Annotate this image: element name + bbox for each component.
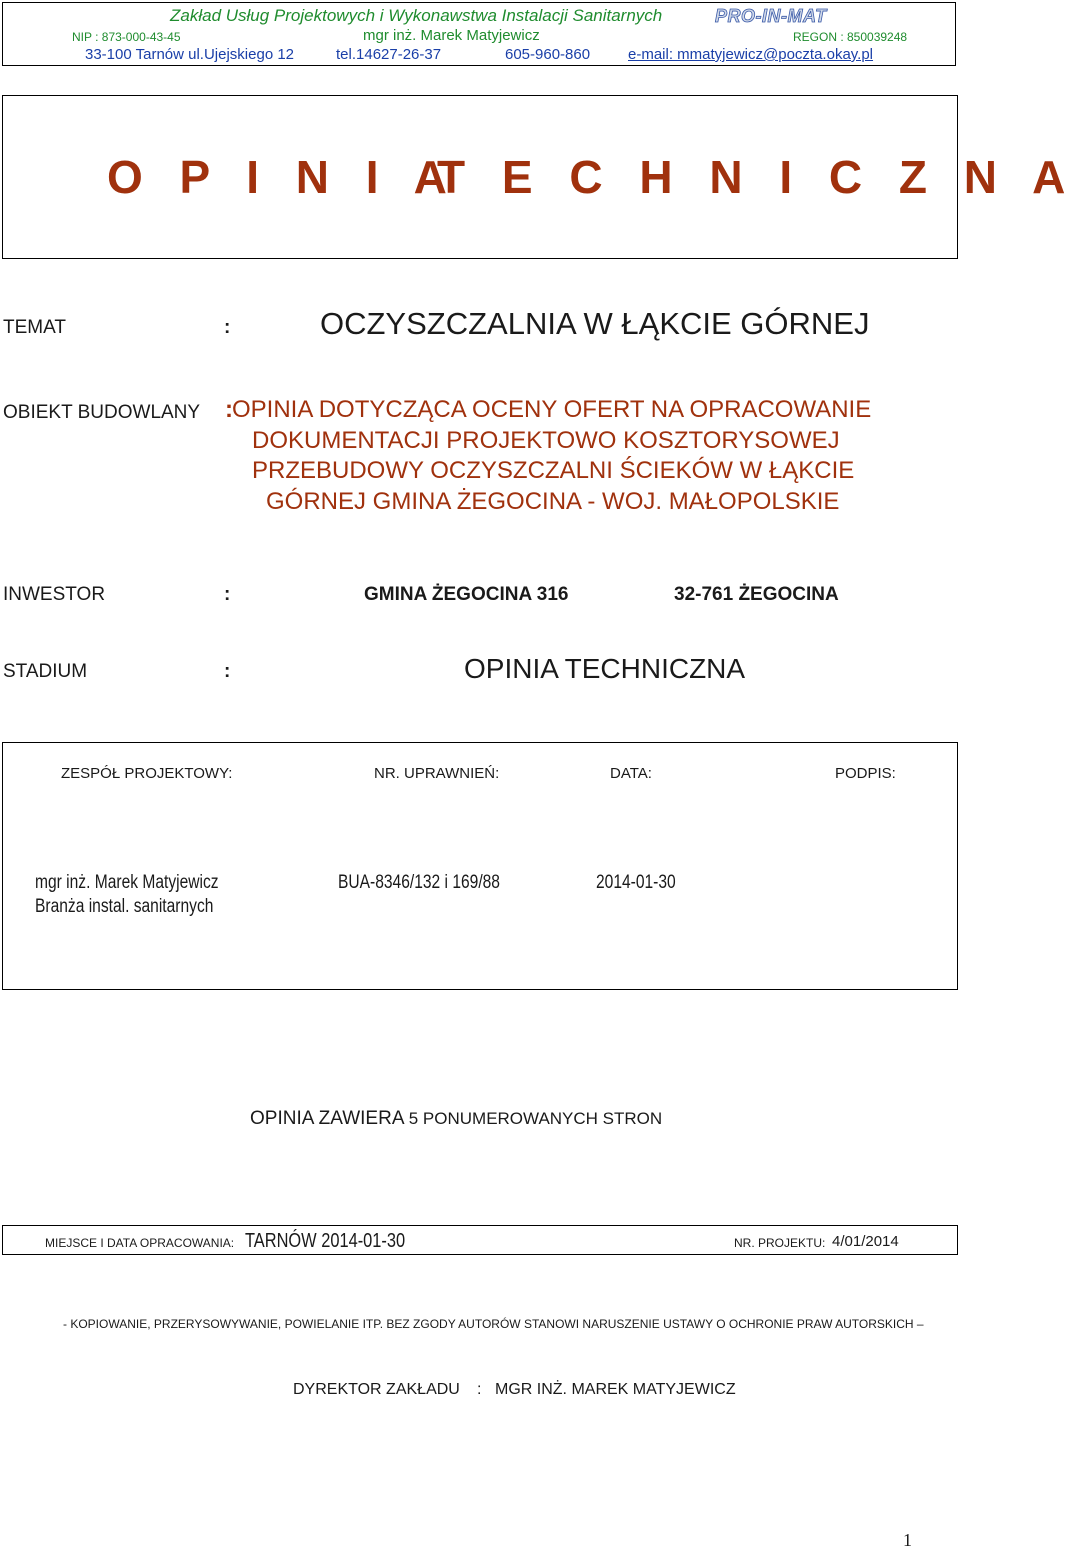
project-number-label: NR. PROJEKTU: xyxy=(734,1236,826,1250)
inwestor-address: 32-761 ŻEGOCINA xyxy=(674,584,839,605)
stadium-label: STADIUM xyxy=(3,661,88,682)
project-number-value: 4/01/2014 xyxy=(832,1233,899,1250)
place-value: TARNÓW 2014-01-30 xyxy=(245,1230,406,1252)
director-label: DYREKTOR ZAKŁADU xyxy=(293,1381,460,1398)
inwestor-name: GMINA ŻEGOCINA 316 xyxy=(364,584,569,605)
pages-note-prefix: OPINIA ZAWIERA xyxy=(250,1108,404,1129)
doc-title-part1: O P I N I A xyxy=(107,151,459,203)
obiekt-colon: : xyxy=(225,396,233,423)
temat-colon: : xyxy=(224,317,231,338)
date-header: DATA: xyxy=(610,765,652,782)
member-license: BUA-8346/132 i 169/88 xyxy=(338,872,500,893)
address: 33-100 Tarnów ul.Ujejskiego 12 xyxy=(85,46,295,63)
company-logo: PRO-IN-MAT xyxy=(715,6,827,26)
team-header: ZESPÓŁ PROJEKTOWY: xyxy=(61,765,233,782)
temat-value: OCZYSZCZALNIA W ŁĄKCIE GÓRNEJ xyxy=(320,306,870,341)
director-colon: : xyxy=(477,1381,482,1398)
page-number: 1 xyxy=(903,1530,912,1550)
member-name: mgr inż. Marek Matyjewicz xyxy=(35,872,219,893)
license-header: NR. UPRAWNIEŃ: xyxy=(374,765,500,782)
nip: NIP : 873-000-43-45 xyxy=(72,30,181,44)
company-name: Zakład Usług Projektowych i Wykonawstwa Instalacji Sanitarnych xyxy=(170,6,663,25)
pages-note-rest: 5 PONUMEROWANYCH STRON xyxy=(408,1109,663,1128)
inwestor-colon: : xyxy=(224,584,231,605)
member-date: 2014-01-30 xyxy=(596,872,676,893)
owner-name: mgr inż. Marek Matyjewicz xyxy=(363,27,540,44)
inwestor-label: INWESTOR xyxy=(3,584,106,605)
doc-title-part2: T E C H N I C Z N A xyxy=(437,151,1077,203)
email-link[interactable]: e-mail: mmatyjewicz@poczta.okay.pl xyxy=(628,46,874,63)
obiekt-line-1: OPINIA DOTYCZĄCA OCENY OFERT NA OPRACOWANIE xyxy=(232,396,872,423)
signature-header: PODPIS: xyxy=(835,765,896,782)
mobile: 605-960-860 xyxy=(505,46,591,63)
obiekt-line-3: PRZEBUDOWY OCZYSZCZALNI ŚCIEKÓW W ŁĄKCIE xyxy=(252,457,855,484)
stadium-value: OPINIA TECHNICZNA xyxy=(464,653,746,684)
member-branch: Branża instal. sanitarnych xyxy=(35,896,214,917)
stadium-colon: : xyxy=(224,661,231,682)
place-label: MIEJSCE I DATA OPRACOWANIA: xyxy=(45,1236,235,1250)
temat-label: TEMAT xyxy=(3,317,66,338)
director-name: MGR INŻ. MAREK MATYJEWICZ xyxy=(495,1381,736,1398)
copyright-notice: - KOPIOWANIE, PRZERYSOWYWANIE, POWIELANIE ITP. BEZ ZGODY AUTORÓW STANOWI NARUSZENIE USTAWY O OCHRONIE PRAW AUTORSKICH – xyxy=(63,1317,924,1331)
pages-note xyxy=(250,1108,662,1130)
obiekt-line-2: DOKUMENTACJI PROJEKTOWO KOSZTORYSOWEJ xyxy=(252,427,840,454)
obiekt-label: OBIEKT BUDOWLANY xyxy=(3,402,201,423)
telephone: tel.14627-26-37 xyxy=(336,46,442,63)
regon: REGON : 850039248 xyxy=(793,30,908,44)
obiekt-line-4: GÓRNEJ GMINA ŻEGOCINA - WOJ. MAŁOPOLSKIE xyxy=(266,488,840,515)
